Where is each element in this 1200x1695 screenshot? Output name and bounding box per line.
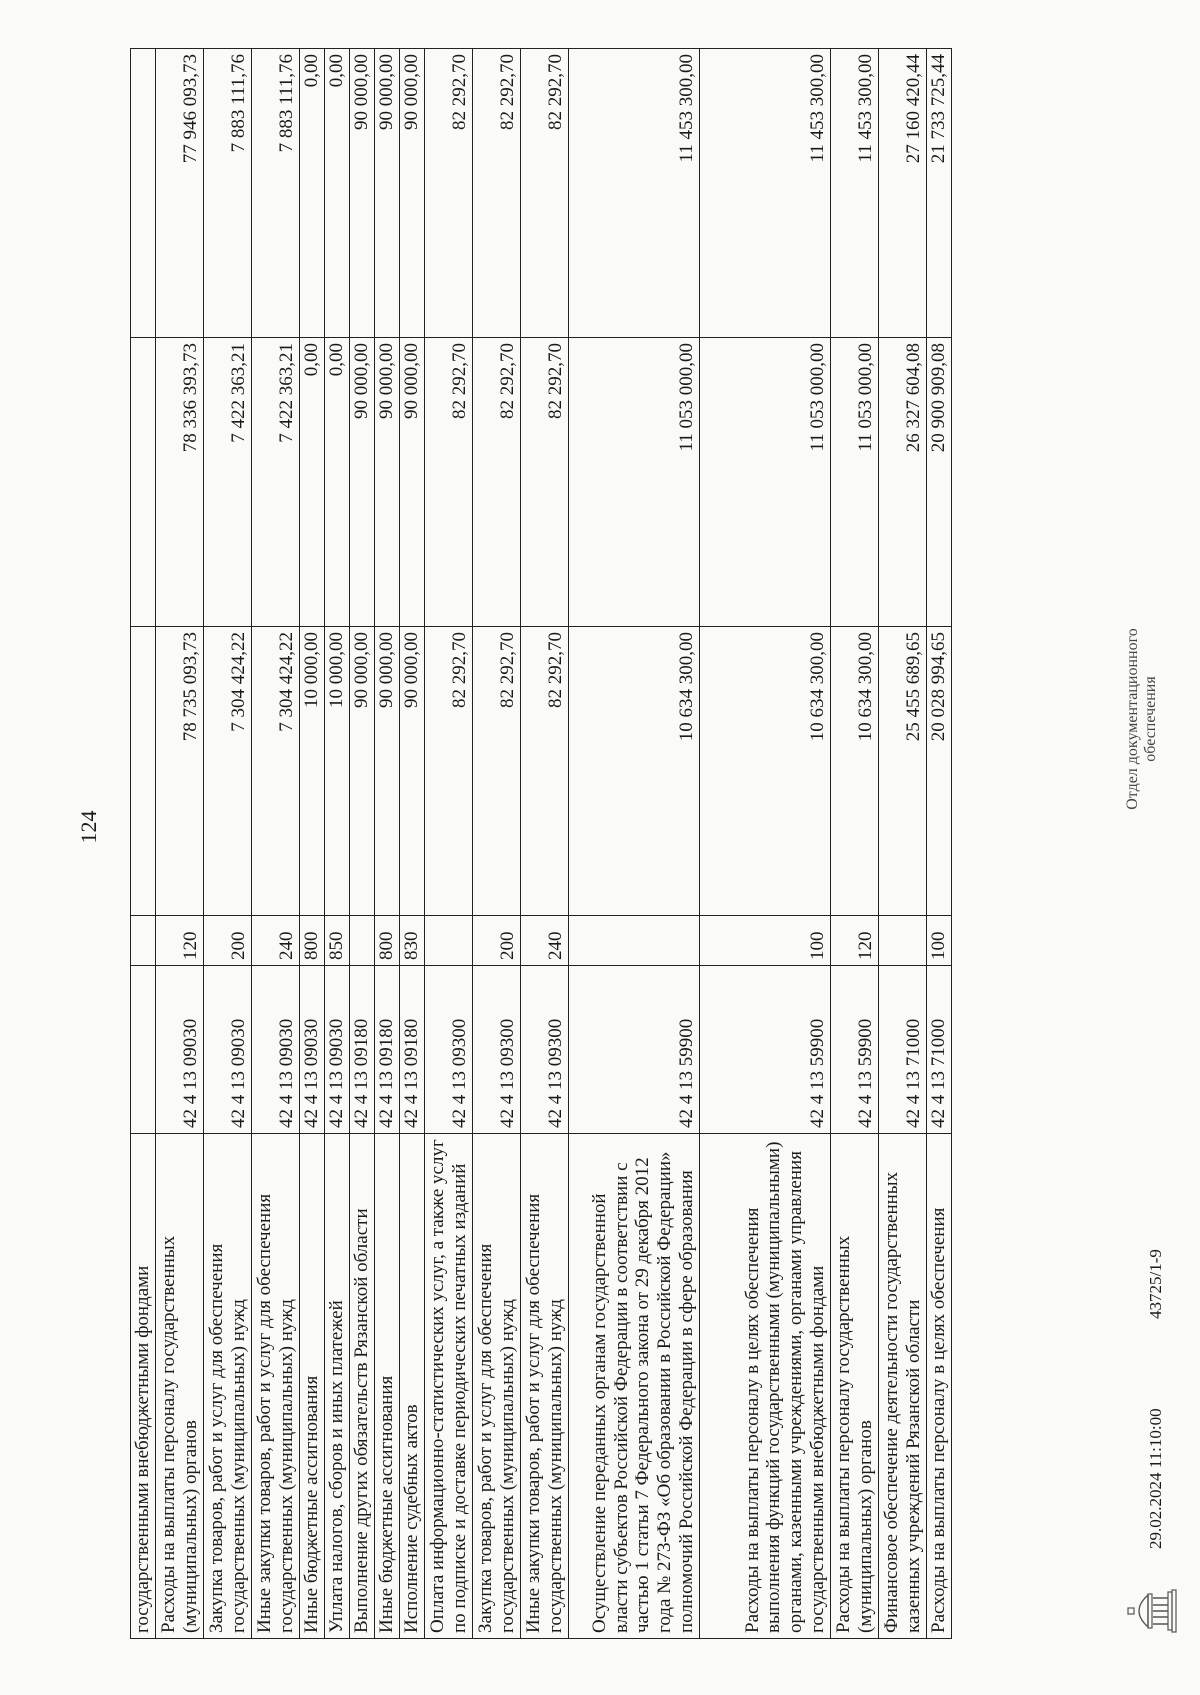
row-amount-1: 90 000,00 xyxy=(350,627,375,916)
table-row xyxy=(569,49,700,1639)
row-name: Оплата информационно-статистических услуг, а также услуг по подписке и доставке периодических печатных изданий xyxy=(425,1134,473,1639)
footer-dept-line1: Отдел документационного xyxy=(1124,628,1141,810)
row-amount-2: 82 292,70 xyxy=(425,338,473,627)
row-expense-type: 800 xyxy=(300,916,325,966)
row-amount-3: 82 292,70 xyxy=(521,49,569,338)
row-expense-type xyxy=(131,916,156,966)
row-amount-3: 21 733 725,44 xyxy=(927,49,952,338)
row-amount-3: 90 000,00 xyxy=(400,49,425,338)
row-amount-2: 90 000,00 xyxy=(350,338,375,627)
row-name: Закупка товаров, работ и услуг для обеспечения государственных (муниципальных) нужд xyxy=(204,1134,252,1639)
row-expense-type xyxy=(569,916,700,966)
page-footer xyxy=(1118,49,1188,1639)
row-expense-type xyxy=(425,916,473,966)
row-target-code: 42 4 13 09030 xyxy=(204,966,252,1134)
row-amount-3: 82 292,70 xyxy=(473,49,521,338)
row-amount-1: 20 028 994,65 xyxy=(927,627,952,916)
row-expense-type: 200 xyxy=(204,916,252,966)
row-amount-1: 82 292,70 xyxy=(425,627,473,916)
row-name: государственными внебюджетными фондами xyxy=(131,1134,156,1639)
row-amount-2: 0,00 xyxy=(300,338,325,627)
budget-table xyxy=(130,48,952,1639)
row-amount-2: 82 292,70 xyxy=(473,338,521,627)
row-amount-2: 11 053 000,00 xyxy=(700,338,831,627)
row-amount-2: 78 336 393,73 xyxy=(156,338,204,627)
row-target-code: 42 4 13 59900 xyxy=(700,966,831,1134)
table-row xyxy=(831,49,879,1639)
row-name: Иные закупки товаров, работ и услуг для обеспечения государственных (муниципальных) нужд xyxy=(252,1134,300,1639)
footer-dept-line2: обеспечения xyxy=(1142,676,1160,762)
row-amount-3 xyxy=(131,49,156,338)
row-expense-type: 850 xyxy=(325,916,350,966)
table-row xyxy=(425,49,473,1639)
row-name: Исполнение судебных актов xyxy=(400,1134,425,1639)
table-row xyxy=(350,49,375,1639)
row-amount-2: 90 000,00 xyxy=(375,338,400,627)
row-target-code: 42 4 13 09300 xyxy=(473,966,521,1134)
row-name: Иные закупки товаров, работ и услуг для обеспечения государственных (муниципальных) нужд xyxy=(521,1134,569,1639)
row-expense-type: 120 xyxy=(831,916,879,966)
table-row xyxy=(700,49,831,1639)
row-name: Выполнение других обязательств Рязанской области xyxy=(350,1134,375,1639)
row-name: Финансовое обеспечение деятельности государственных казенных учреждений Рязанской области xyxy=(879,1134,927,1639)
footer-date: 29.02.2024 11:10:00 xyxy=(1146,1408,1165,1549)
table-row xyxy=(252,49,300,1639)
table-row xyxy=(879,49,927,1639)
row-target-code: 42 4 13 09030 xyxy=(252,966,300,1134)
row-amount-1: 25 455 689,65 xyxy=(879,627,927,916)
row-amount-1: 7 304 424,22 xyxy=(204,627,252,916)
row-amount-1: 10 634 300,00 xyxy=(569,627,700,916)
row-amount-3: 0,00 xyxy=(300,49,325,338)
row-amount-1: 78 735 093,73 xyxy=(156,627,204,916)
row-expense-type xyxy=(879,916,927,966)
row-amount-3: 90 000,00 xyxy=(375,49,400,338)
table-row xyxy=(473,49,521,1639)
row-target-code: 42 4 13 71000 xyxy=(927,966,952,1134)
row-amount-2 xyxy=(131,338,156,627)
row-amount-2: 90 000,00 xyxy=(400,338,425,627)
row-expense-type: 800 xyxy=(375,916,400,966)
row-name: Осуществление переданных органам государственной власти субъектов Российской Федерации в соответствии с частью 1 статьи 7 Федерального закона от 29 декабря 2012 года № 273-ФЗ «Об образовании в Российской Федерации» полномочий Российской Федерации в сфере образования xyxy=(569,1134,700,1639)
row-name: Расходы на выплаты персоналу в целях обеспечения xyxy=(927,1134,952,1639)
row-expense-type: 200 xyxy=(473,916,521,966)
row-name: Закупка товаров, работ и услуг для обеспечения государственных (муниципальных) нужд xyxy=(473,1134,521,1639)
row-expense-type: 240 xyxy=(521,916,569,966)
table-row xyxy=(927,49,952,1639)
page-number: 124 xyxy=(76,810,101,844)
table-row xyxy=(400,49,425,1639)
row-amount-3: 27 160 420,44 xyxy=(879,49,927,338)
footer-doc-code: 43725/1-9 xyxy=(1146,1249,1165,1319)
row-target-code: 42 4 13 59900 xyxy=(569,966,700,1134)
row-amount-1 xyxy=(131,627,156,916)
row-amount-2: 26 327 604,08 xyxy=(879,338,927,627)
table-row xyxy=(131,49,156,1639)
table-row xyxy=(375,49,400,1639)
row-amount-2: 20 900 909,08 xyxy=(927,338,952,627)
row-name: Иные бюджетные ассигнования xyxy=(300,1134,325,1639)
row-amount-3: 77 946 093,73 xyxy=(156,49,204,338)
row-amount-3: 7 883 111,76 xyxy=(204,49,252,338)
row-amount-1: 10 000,00 xyxy=(300,627,325,916)
row-expense-type xyxy=(350,916,375,966)
row-amount-1: 10 634 300,00 xyxy=(831,627,879,916)
row-amount-1: 10 634 300,00 xyxy=(700,627,831,916)
row-name: Расходы на выплаты персоналу в целях обеспечения выполнения функций государственными (муниципальными) органами, казенными учреждениями, органами управления государственными внебюджетными фондами xyxy=(700,1134,831,1639)
row-name: Уплата налогов, сборов и иных платежей xyxy=(325,1134,350,1639)
row-amount-2: 0,00 xyxy=(325,338,350,627)
row-amount-1: 82 292,70 xyxy=(521,627,569,916)
table-row xyxy=(521,49,569,1639)
row-amount-2: 11 053 000,00 xyxy=(831,338,879,627)
row-expense-type: 100 xyxy=(700,916,831,966)
row-expense-type: 100 xyxy=(927,916,952,966)
row-name: Расходы на выплаты персоналу государственных (муниципальных) органов xyxy=(831,1134,879,1639)
row-amount-2: 7 422 363,21 xyxy=(204,338,252,627)
row-amount-1: 82 292,70 xyxy=(473,627,521,916)
row-target-code: 42 4 13 09180 xyxy=(375,966,400,1134)
row-name: Иные бюджетные ассигнования xyxy=(375,1134,400,1639)
row-amount-3: 90 000,00 xyxy=(350,49,375,338)
row-target-code xyxy=(131,966,156,1134)
row-amount-3: 0,00 xyxy=(325,49,350,338)
row-expense-type: 120 xyxy=(156,916,204,966)
row-amount-2: 7 422 363,21 xyxy=(252,338,300,627)
row-expense-type: 240 xyxy=(252,916,300,966)
row-name: Расходы на выплаты персоналу государственных (муниципальных) органов xyxy=(156,1134,204,1639)
table-row xyxy=(325,49,350,1639)
row-target-code: 42 4 13 09180 xyxy=(350,966,375,1134)
row-target-code: 42 4 13 09030 xyxy=(325,966,350,1134)
row-amount-3: 11 453 300,00 xyxy=(831,49,879,338)
row-amount-3: 11 453 300,00 xyxy=(569,49,700,338)
row-target-code: 42 4 13 09300 xyxy=(425,966,473,1134)
row-target-code: 42 4 13 09180 xyxy=(400,966,425,1134)
table-row xyxy=(204,49,252,1639)
state-emblem-icon xyxy=(1126,1589,1178,1633)
row-amount-1: 90 000,00 xyxy=(375,627,400,916)
row-amount-1: 90 000,00 xyxy=(400,627,425,916)
row-target-code: 42 4 13 09030 xyxy=(300,966,325,1134)
budget-table-body xyxy=(131,49,952,1639)
table-row xyxy=(300,49,325,1639)
row-target-code: 42 4 13 59900 xyxy=(831,966,879,1134)
row-target-code: 42 4 13 09030 xyxy=(156,966,204,1134)
row-amount-1: 10 000,00 xyxy=(325,627,350,916)
row-expense-type: 830 xyxy=(400,916,425,966)
footer-department-stamp xyxy=(1124,539,1161,899)
table-row xyxy=(156,49,204,1639)
row-target-code: 42 4 13 71000 xyxy=(879,966,927,1134)
row-amount-3: 11 453 300,00 xyxy=(700,49,831,338)
row-amount-2: 82 292,70 xyxy=(521,338,569,627)
row-amount-1: 7 304 424,22 xyxy=(252,627,300,916)
row-amount-2: 11 053 000,00 xyxy=(569,338,700,627)
row-target-code: 42 4 13 09300 xyxy=(521,966,569,1134)
row-amount-3: 82 292,70 xyxy=(425,49,473,338)
row-amount-3: 7 883 111,76 xyxy=(252,49,300,338)
